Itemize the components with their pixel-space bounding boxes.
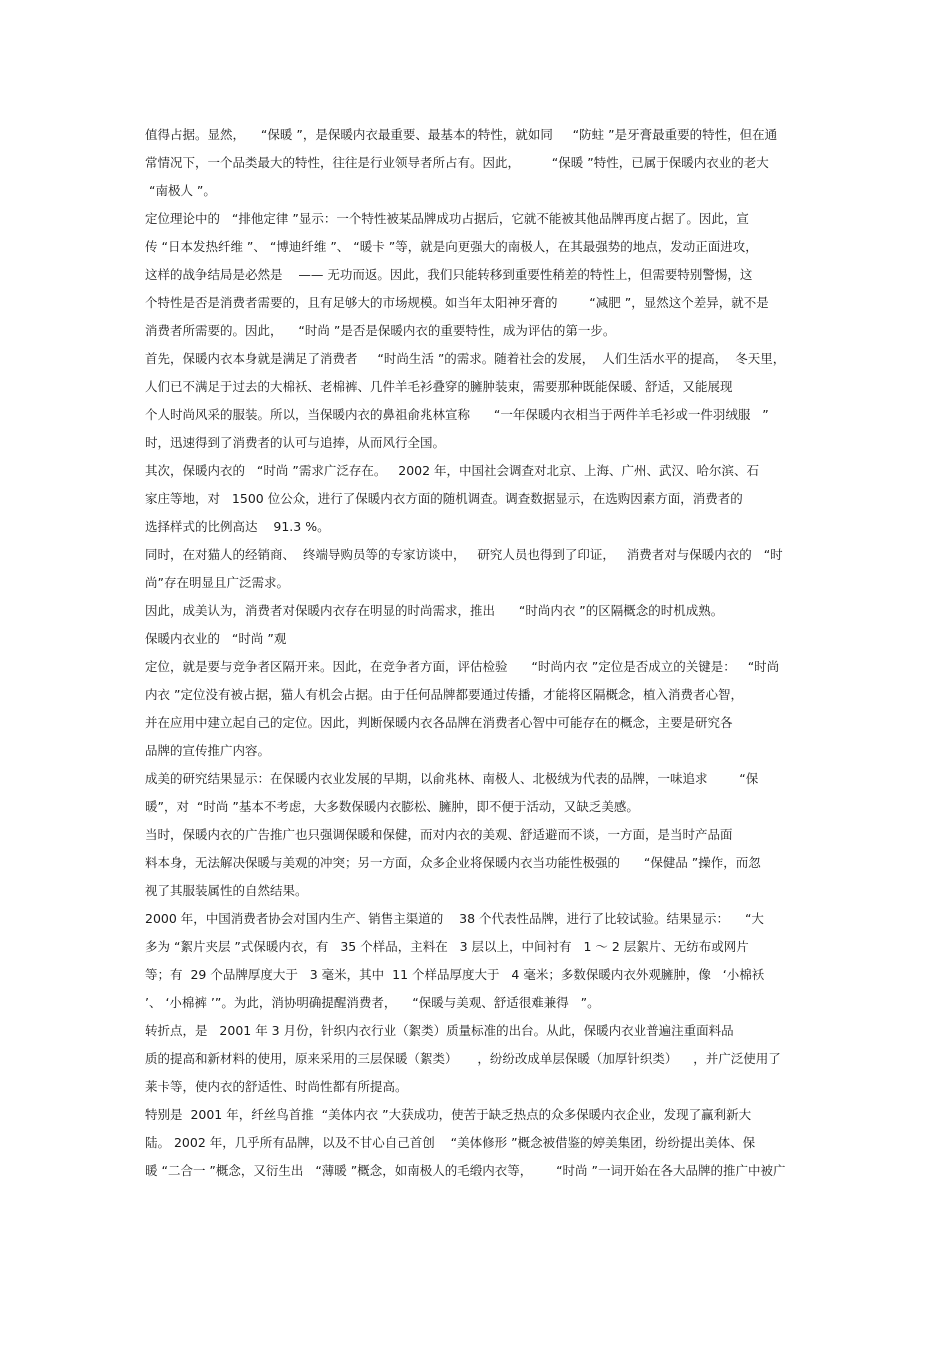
text-line: 料本身，无法解决保暖与美观的冲突；另一方面，众多企业将保暖内衣当功能性极强的 “保健品 ”操作，而忽 [145, 855, 761, 870]
text-line: 消费者所需要的。因此， “时尚 ”是否是保暖内衣的重要特性，成为评估的第一步。 [145, 323, 616, 338]
document-body [145, 121, 825, 1185]
text-line: 常情况下，一个品类最大的特性，往往是行业领导者所占有。因此， “保暖 ”特性，已属于保暖内衣业的老大 [145, 155, 769, 170]
text-line: 这样的战争结局是必然是 —— 无功而返。因此，我们只能转移到重要性稍差的特性上，但需要特别警惕，这 [145, 267, 753, 282]
text-line: 个人时尚风采的服装。所以，当保暖内衣的鼻祖俞兆林宣称 “一年保暖内衣相当于两件羊毛衫或一件羽绒服 ” [145, 407, 769, 422]
text-line: 定位理论中的 “排他定律 ”显示：一个特性被某品牌成功占据后，它就不能被其他品牌再度占据了。因此，宣 [145, 211, 749, 226]
text-line: 内衣 ”定位没有被占据，猫人有机会占据。由于任何品牌都要通过传播，才能将区隔概念，植入消费者心智， [145, 687, 743, 702]
text-line: 并在应用中建立起自己的定位。因此，判断保暖内衣各品牌在消费者心智中可能存在的概念，主要是研究各 [145, 715, 733, 730]
text-line: 定位，就是要与竞争者区隔开来。因此，在竞争者方面，评估检验 “时尚内衣 ”定位是否成立的关键是： “时尚 [145, 659, 780, 674]
text-line: 同时，在对猫人的经销商、 终端导购员等的专家访谈中， 研究人员也得到了印证， 消费者对与保暖内衣的 “时 [145, 547, 783, 562]
text-line: 质的提高和新材料的使用，原来采用的三层保暖（絮类） ，纷纷改成单层保暖（加厚针织类） ，并广泛使用了 [145, 1051, 781, 1066]
text-line: 2000 年，中国消费者协会对国内生产、销售主渠道的 38 个代表性品牌，进行了比较试验。结果显示： “大 [145, 911, 764, 926]
text-line: 视了其服装属性的自然结果。 [145, 883, 308, 898]
text-line: 其次，保暖内衣的 “时尚 ”需求广泛存在。 2002 年，中国社会调查对北京、上海、广州、武汉、哈尔滨、石 [145, 463, 760, 478]
text-line: 暖”，对 “时尚 ”基本不考虑，大多数保暖内衣膨松、臃肿，即不便于活动，又缺乏美感。 [145, 799, 639, 814]
text-line: 时，迅速得到了消费者的认可与追捧，从而风行全国。 [145, 435, 446, 450]
text-line: 特别是 2001 年，纤丝鸟首推 “美体内衣 ”大获成功，使苦于缺乏热点的众多保暖内衣企业，发现了赢利新大 [145, 1107, 752, 1122]
text-line: 尚”存在明显且广泛需求。 [145, 575, 289, 590]
text-line: 因此，成美认为，消费者对保暖内衣存在明显的时尚需求，推出 “时尚内衣 ”的区隔概念的时机成熟。 [145, 603, 724, 618]
text-line: ’、 ‘小棉裤 ’”。为此，消协明确提醒消费者， “保暖与美观、舒适很难兼得 ”。 [145, 995, 600, 1010]
text-line: 品牌的宣传推广内容。 [145, 743, 271, 758]
text-line: 保暖内衣业的 “时尚 ”观 [145, 631, 287, 646]
text-line: “南极人 ”。 [145, 183, 216, 198]
text-line: 传 “日本发热纤维 ”、 “博迪纤维 ”、 “暖卡 ”等，就是向更强大的南极人，在其最强势的地点，发动正面进攻， [145, 239, 758, 254]
text-line: 值得占据。显然， “保暖 ”，是保暖内衣最重要、最基本的特性，就如同 “防蛀 ”是牙膏最重要的特性，但在通 [145, 127, 778, 142]
text-line: 转折点，是 2001 年 3 月份，针织内衣行业（絮类）质量标准的出台。从此，保暖内衣业普遍注重面料品 [145, 1023, 734, 1038]
text-line: 莱卡等，使内衣的舒适性、时尚性都有所提高。 [145, 1079, 408, 1094]
text-line: 多为 “絮片夹层 ”式保暖内衣，有 35 个样品，主料在 3 层以上，中间衬有 1 ～ 2 层絮片、无纺布或网片 [145, 939, 749, 954]
text-line: 当时，保暖内衣的广告推广也只强调保暖和保健，而对内衣的美观、舒适避而不谈，一方面，是当时产品面 [145, 827, 733, 842]
text-line: 暖 “二合一 ”概念，又衍生出 “薄暖 ”概念，如南极人的毛缎内衣等， “时尚 ”一词开始在各大品牌的推广中被广 [145, 1163, 786, 1178]
text-line: 陆。 2002 年，几乎所有品牌，以及不甘心自己首创 “美体修形 ”概念被借鉴的婷美集团，纷纷提出美体、保 [145, 1135, 756, 1150]
text-line: 成美的研究结果显示：在保暖内衣业发展的早期，以俞兆林、南极人、北极绒为代表的品牌，一味追求 “保 [145, 771, 759, 786]
text-line: 家庄等地，对 1500 位公众，进行了保暖内衣方面的随机调查。调查数据显示，在选购因素方面，消费者的 [145, 491, 743, 506]
text-line: 人们已不满足于过去的大棉袄、老棉裤、几件羊毛衫叠穿的臃肿装束，需要那种既能保暖、舒适，又能展现 [145, 379, 733, 394]
text-line: 等；有 29 个品牌厚度大于 3 毫米，其中 11 个样品厚度大于 4 毫米；多数保暖内衣外观臃肿，像 ‘小棉袄 [145, 967, 765, 982]
text-line: 选择样式的比例高达 91.3 %。 [145, 519, 330, 534]
text-line: 个特性是否是消费者需要的，且有足够大的市场规模。如当年太阳神牙膏的 “减肥 ”，显然这个差异，就不是 [145, 295, 769, 310]
text-line: 首先，保暖内衣本身就是满足了消费者 “时尚生活 ”的需求。随着社会的发展， 人们生活水平的提高， 冬天里， [145, 351, 786, 366]
